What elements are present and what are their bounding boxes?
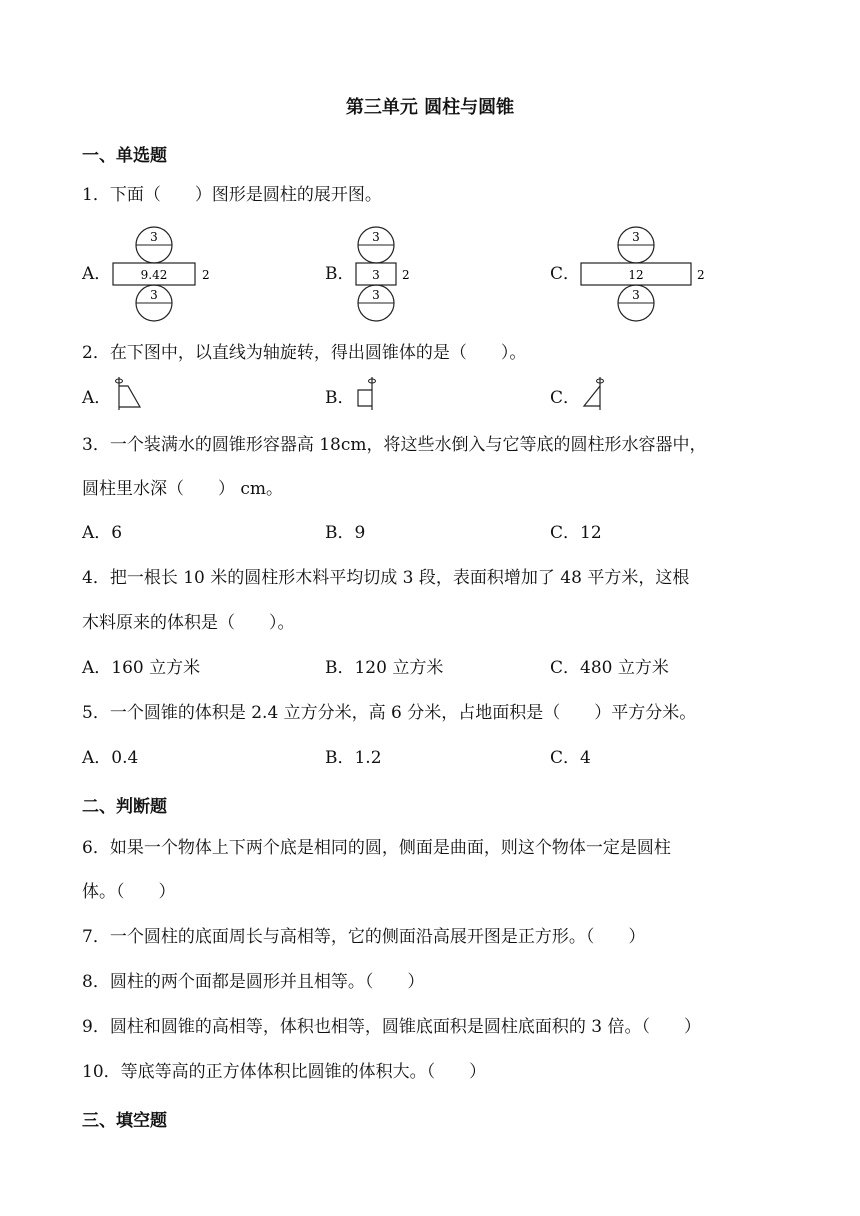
bottom-circle-label: 3: [150, 288, 158, 302]
q4-option-a: A．160 立方米: [82, 658, 201, 678]
q2-option-a-label: A．: [82, 388, 112, 408]
bottom-circle-label: 3: [372, 288, 380, 302]
question-7-stem: 7．一个圆柱的底面周长与高相等，它的侧面沿高展开图是正方形。（ ）: [82, 927, 646, 947]
top-circle-label: 3: [632, 230, 640, 244]
q5-option-c: C．4: [550, 748, 591, 768]
q1-option-c-net-figure: [576, 226, 716, 326]
rectangle-height-label: 2: [402, 268, 410, 282]
question-4-stem-line-1: 4．把一根长 10 米的圆柱形木料平均切成 3 段，表面积增加了 48 平方米，这根: [82, 568, 690, 588]
section-heading-true-false: 二、判断题: [82, 797, 167, 817]
q4-option-b: B．120 立方米: [325, 658, 444, 678]
rectangle-length-label: 12: [628, 268, 644, 282]
question-3-stem-line-2: 圆柱里水深（ ） cm。: [82, 479, 284, 499]
question-5-stem: 5．一个圆锥的体积是 2.4 立方分米，高 6 分米，占地面积是（ ）平方分米。: [82, 703, 697, 723]
q1-option-b-label: B．: [325, 264, 355, 284]
q2-option-b-label: B．: [325, 388, 355, 408]
rectangle-height-label: 2: [202, 268, 210, 282]
q5-option-b: B．1.2: [325, 748, 382, 768]
top-circle-label: 3: [150, 230, 158, 244]
rectangle-length-label: 9.42: [140, 268, 168, 282]
q1-option-a-net-figure: [108, 226, 218, 326]
question-1-stem: 1．下面（ ）图形是圆柱的展开图。: [82, 185, 382, 205]
rectangle-length-label: 3: [372, 268, 380, 282]
rectangle-icon: [352, 376, 382, 416]
q3-option-a: A．6: [82, 523, 123, 543]
question-10-stem: 10．等底等高的正方体体积比圆锥的体积大。（ ）: [82, 1062, 487, 1082]
section-heading-fill-blank: 三、填空题: [82, 1111, 167, 1131]
right-trapezoid-icon: [110, 376, 146, 416]
q1-option-c-label: C．: [550, 264, 581, 284]
right-triangle-icon: [578, 376, 608, 416]
bottom-circle-label: 3: [632, 288, 640, 302]
question-8-stem: 8．圆柱的两个面都是圆形并且相等。（ ）: [82, 972, 425, 992]
question-3-stem-line-1: 3．一个装满水的圆锥形容器高 18cm，将这些水倒入与它等底的圆柱形水容器中，: [82, 435, 707, 455]
rectangle-height-label: 2: [697, 268, 705, 282]
section-heading-single-choice: 一、单选题: [82, 146, 167, 166]
question-9-stem: 9．圆柱和圆锥的高相等，体积也相等，圆锥底面积是圆柱底面积的 3 倍。（ ）: [82, 1017, 701, 1037]
q3-option-b: B．9: [325, 523, 366, 543]
top-circle-label: 3: [372, 230, 380, 244]
q2-option-c-label: C．: [550, 388, 581, 408]
question-4-stem-line-2: 木料原来的体积是（ ）。: [82, 613, 295, 633]
q5-option-a: A．0.4: [82, 748, 139, 768]
question-6-stem-line-2: 体。（ ）: [82, 882, 176, 902]
question-6-stem-line-1: 6．如果一个物体上下两个底是相同的圆，侧面是曲面，则这个物体一定是圆柱: [82, 838, 671, 858]
question-2-stem: 2．在下图中，以直线为轴旋转，得出圆锥体的是（ ）。: [82, 343, 527, 363]
q1-option-a-label: A．: [82, 264, 112, 284]
page-title: 第三单元 圆柱与圆锥: [345, 97, 515, 118]
q1-option-b-net-figure: [350, 226, 420, 326]
q4-option-c: C．480 立方米: [550, 658, 669, 678]
q3-option-c: C．12: [550, 523, 602, 543]
